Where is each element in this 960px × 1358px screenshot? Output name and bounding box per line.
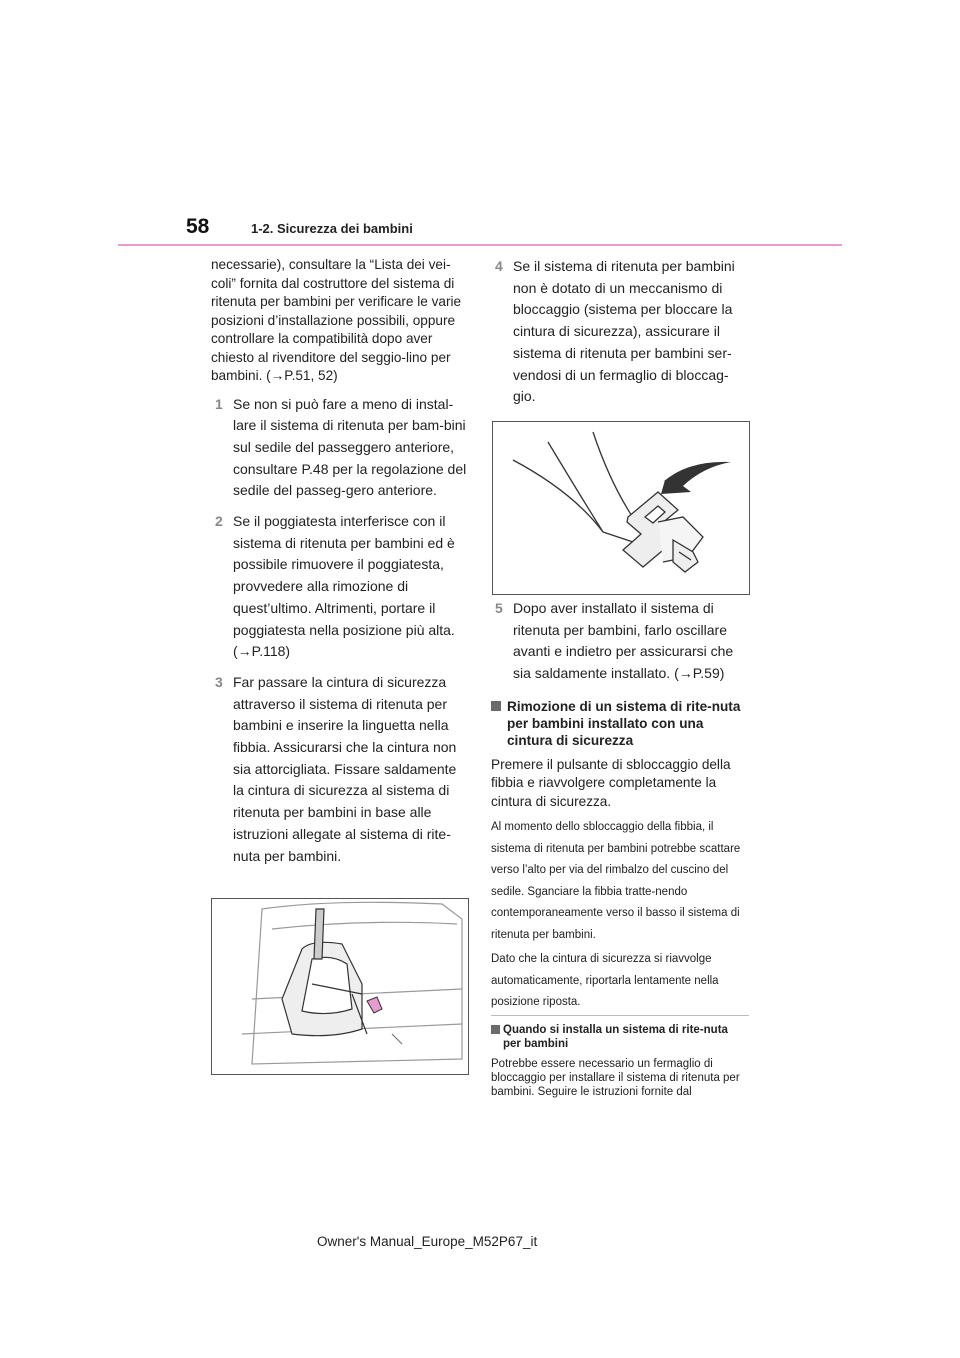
section-divider	[491, 1015, 749, 1016]
child-seat-figure	[211, 898, 469, 1075]
section-title: 1-2. Sicurezza dei bambini	[251, 221, 413, 236]
arrow-icon	[661, 462, 731, 494]
install-text: Potrebbe essere necessario un fermaglio di bloccaggio per installare il sistema di ritenuta per bambini. Seguire le istruzioni fornite dal	[491, 1058, 740, 1098]
step-4	[491, 256, 749, 408]
step-number: 4	[495, 258, 503, 274]
note-rebound: Al momento dello sbloccaggio della fibbia, il sistema di ritenuta per bambini potrebbe scattare verso l’alto per via del rimbalzo del cuscino del sedile. Sganciare la fibbia tratte-nendo contemporaneamente verso il basso il sistema di ritenuta per bambini.	[491, 821, 741, 941]
step-number: 3	[215, 673, 223, 690]
right-column-top	[491, 256, 749, 417]
child-seat-illustration	[212, 899, 468, 1074]
header-rule	[118, 244, 842, 246]
footer-text: Owner's Manual_Europe_M52P67_it	[317, 1234, 538, 1249]
step-text: Far passare la cintura di sicurezza attraverso il sistema di ritenuta per bambini e inserire la linguetta nella fibbia. Assicurarsi che la cintura non sia attorcigliata. Fissare saldamente la cintura di sicurezza al sistema di ritenuta per bambini in base alle istruzioni allegate al sistema di rite-nuta per bambini.	[233, 673, 457, 864]
note-retract: Dato che la cintura di sicurezza si riavvolge automaticamente, riportarla lentamente nella posizione riposta.	[491, 953, 719, 1009]
step-number: 2	[215, 513, 223, 530]
step-text: Dopo aver installato il sistema di ritenuta per bambini, farlo oscillare avanti e indietro per assicurarsi che sia saldamente installato. (→P.59)	[513, 600, 734, 682]
step-number: 1	[215, 395, 223, 412]
right-column-bottom	[491, 598, 749, 1014]
removal-text: Premere il pulsante di sbloccaggio della fibbia e riavvolgere completamente la cintura di sicurezza.	[491, 756, 731, 809]
locking-clip-illustration	[493, 422, 749, 594]
intro-paragraph: necessarie), consultare la “Lista dei vei-coli” fornita dal costruttore del sistema di ritenuta per bambini per verificare le varie posizioni d’installazione possibili, oppure controllare la compatibilità dopo aver chiesto al rivenditore del seggio-lino per bambini. (→P.51, 52)	[211, 257, 462, 383]
step-3	[211, 672, 469, 867]
step-5	[491, 598, 749, 685]
arrow-icon	[367, 997, 382, 1013]
step-text: Se il poggiatesta interferisce con il sistema di ritenuta per bambini ed è possibile rimuovere il poggiatesta, provvedere alla rimozione di quest’ultimo. Altrimenti, portare il poggiatesta nella posizione più alta. (→P.118)	[233, 513, 455, 660]
square-bullet-icon	[491, 701, 501, 711]
square-bullet-icon	[491, 1025, 500, 1034]
install-heading: Quando si installa un sistema di rite-nuta per bambini	[491, 1023, 749, 1051]
left-column	[211, 256, 469, 876]
install-note	[491, 1023, 749, 1099]
removal-heading: Rimozione di un sistema di rite-nuta per bambini installato con una cintura di sicurezza	[491, 698, 749, 749]
step-number: 5	[495, 600, 503, 616]
locking-clip-figure	[492, 421, 750, 595]
step-text: Se il sistema di ritenuta per bambini non è dotato di un meccanismo di bloccaggio (sistema per bloccare la cintura di sicurezza), assicurare il sistema di ritenuta per bambini ser-vendosi di un fermaglio di bloccag-gio.	[513, 258, 735, 405]
step-1	[211, 394, 469, 503]
step-2	[211, 511, 469, 663]
step-text: Se non si può fare a meno di instal-lare il sistema di ritenuta per bam-bini sul sedile del passeggero anteriore, consultare P.48 per la regolazione del sedile del passeg-gero anteriore.	[233, 395, 467, 499]
page-number: 58	[186, 215, 210, 238]
